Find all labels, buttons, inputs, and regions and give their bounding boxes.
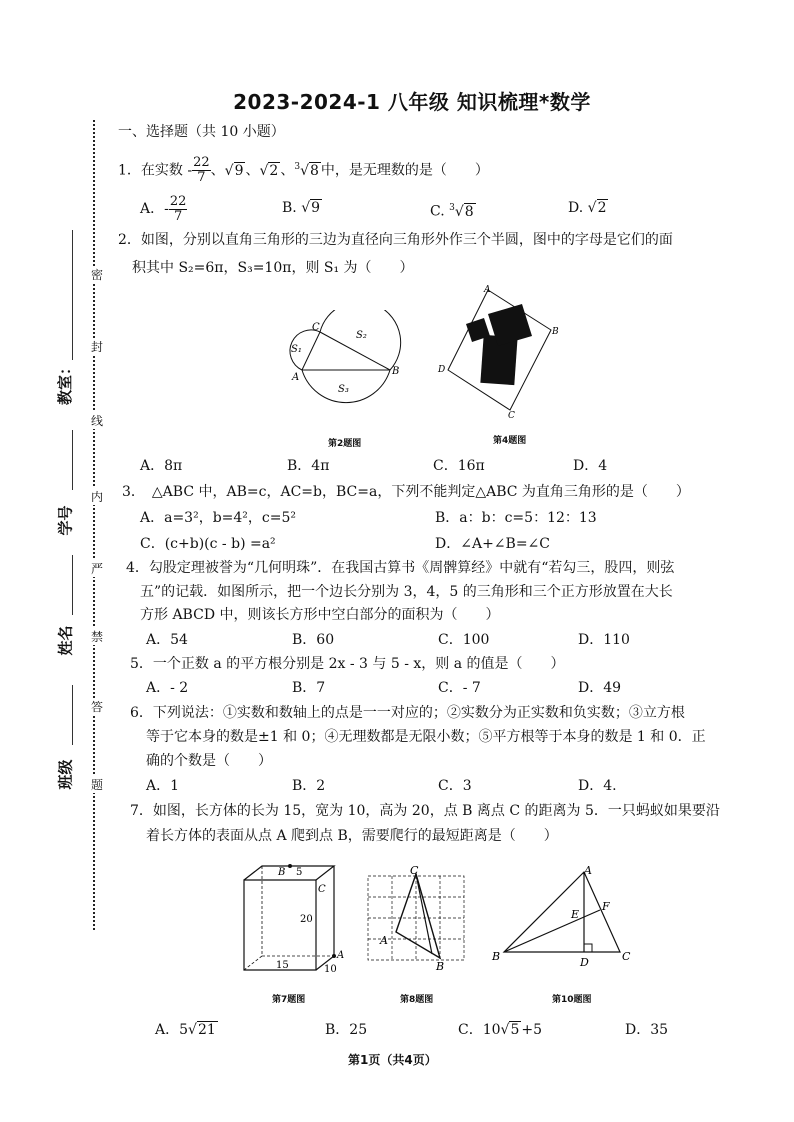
figure-2-semicircles <box>280 310 410 440</box>
figure-7-cuboid <box>236 860 356 980</box>
q7-option-c[interactable]: C．10√5 +5 <box>458 1022 543 1038</box>
q7-option-b[interactable]: B．25 <box>325 1022 368 1038</box>
q6-option-b[interactable]: B．2 <box>292 778 326 794</box>
fig8-label-a: A <box>380 934 388 947</box>
question-6-line1: 6．下列说法：①实数和数轴上的点是一一对应的；②实数分为正实数和负实数；③立方根 <box>130 705 685 721</box>
seal-char: 密 <box>90 268 103 282</box>
name-line-3 <box>72 555 73 615</box>
sqrt-9: √9 <box>224 162 244 179</box>
fig7-label-15: 15 <box>276 960 289 971</box>
q3-option-c[interactable]: C．(c+b)(c - b) =a² <box>140 536 276 552</box>
page-number: 第1页（共4页） <box>348 1053 437 1067</box>
question-2-line1: 2．如图，分别以直角三角形的三边为直径向三角形外作三个半圆，图中的字母是它们的面 <box>118 232 673 248</box>
student-id-label: 学号 <box>56 505 75 536</box>
q7-option-d[interactable]: D．35 <box>625 1022 669 1038</box>
q1-option-a[interactable]: A．- $\frac{22}{7}$ <box>140 193 187 224</box>
q6-option-d[interactable]: D．4. <box>578 778 617 794</box>
cbrt-8: √8 <box>300 162 319 179</box>
section-heading: 一、选择题（共 10 小题） <box>118 124 285 140</box>
fig10-label-c: C <box>622 950 631 963</box>
q1-option-b[interactable]: B. √9 <box>282 200 321 216</box>
fig7-label-c: C <box>318 884 326 895</box>
q2-option-c[interactable]: C．16π <box>433 458 485 474</box>
class-label: 班级 <box>56 759 75 790</box>
classroom-label: 教室： <box>56 359 75 406</box>
fig4-label-c: C <box>508 411 515 420</box>
student-name-label: 姓名 <box>56 625 75 656</box>
name-line-1 <box>72 230 73 360</box>
q5-option-b[interactable]: B．7 <box>292 680 326 696</box>
fig7-label-a: A <box>337 950 345 961</box>
question-1-stem: 1．在实数 - $\frac{22}{7}$ 、√9 、√2 、$^3$√8 中，是无理数的是（ ） <box>118 150 489 188</box>
fig4-label-b: B <box>552 327 559 337</box>
question-6-line3: 确的个数是（ ） <box>146 753 272 769</box>
fig2-label-a: A <box>292 372 300 383</box>
q3-option-d[interactable]: D．∠A+∠B=∠C <box>435 536 550 552</box>
fraction: $\frac{22}{7}$ <box>193 155 210 186</box>
q4-option-d[interactable]: D．110 <box>578 632 630 648</box>
fig2-label-b: B <box>392 366 400 377</box>
fig2-label-s1: S₁ <box>291 344 302 355</box>
question-3-stem: 3． △ABC 中，AB=c，AC=b，BC=a，下列不能判定△ABC 为直角三角形的是（ ） <box>122 484 690 500</box>
figure-7-caption: 第7题图 <box>272 995 306 1005</box>
q3-option-b[interactable]: B．a：b：c=5：12：13 <box>435 510 597 526</box>
fig2-label-s2: S₂ <box>356 330 367 341</box>
seal-char: 严 <box>90 562 103 576</box>
q7-option-a[interactable]: A．5√21 <box>155 1022 216 1038</box>
figure-8-caption: 第8题图 <box>400 995 434 1005</box>
fig7-label-5: 5 <box>296 867 303 878</box>
q4-option-c[interactable]: C．100 <box>438 632 490 648</box>
seal-char: 内 <box>90 490 103 504</box>
question-4-line3: 方形 ABCD 中，则该长方形中空白部分的面积为（ ） <box>140 607 500 623</box>
seal-char: 题 <box>90 778 103 792</box>
q2-option-b[interactable]: B．4π <box>287 458 330 474</box>
q2-option-a[interactable]: A．8π <box>140 458 183 474</box>
question-4-line2: 五”的记载．如图所示，把一个边长分别为 3，4，5 的三角形和三个正方形放置在大长 <box>140 584 673 600</box>
q4-option-a[interactable]: A．54 <box>146 632 188 648</box>
figure-10-triangle <box>488 864 638 974</box>
fig10-label-d: D <box>580 956 589 969</box>
fig4-label-a: A <box>484 285 491 295</box>
fig10-label-f: F <box>602 900 610 913</box>
fig2-label-s3: S₃ <box>338 384 349 395</box>
page-title: 2023-2024-1 八年级 知识梳理*数学 <box>233 90 591 114</box>
question-7-line1: 7．如图，长方体的长为 15，宽为 10，高为 20，点 B 离点 C 的距离为 5．一只蚂蚁如果要沿 <box>130 803 720 819</box>
q6-option-a[interactable]: A．1 <box>146 778 180 794</box>
figure-10-caption: 第10题图 <box>552 995 592 1005</box>
question-7-line2: 着长方体的表面从点 A 爬到点 B，需要爬行的最短距离是（ ） <box>146 828 558 844</box>
fig7-label-20: 20 <box>300 914 313 925</box>
figure-4-rectangle-squares <box>436 284 566 420</box>
sqrt-2: √2 <box>259 162 279 179</box>
question-6-line2: 等于它本身的数是±1 和 0；④无理数都是无限小数；⑤平方根等于本身的数是 1 和 0．正 <box>146 729 706 745</box>
fig10-label-a: A <box>584 864 592 877</box>
q1-option-d[interactable]: D. √2 <box>568 200 607 216</box>
seal-char: 答 <box>90 700 103 714</box>
figure-4-caption: 第4题图 <box>493 436 527 446</box>
q6-option-c[interactable]: C．3 <box>438 778 472 794</box>
q1-option-c[interactable]: C. $^3$√8 <box>430 203 474 220</box>
fig4-label-d: D <box>438 365 446 375</box>
q5-option-c[interactable]: C．- 7 <box>438 680 481 696</box>
figure-8-grid-triangle <box>362 864 472 976</box>
name-line-4 <box>72 685 73 745</box>
fig10-label-b: B <box>492 950 501 963</box>
fig8-label-c: C <box>410 864 419 877</box>
q4-option-b[interactable]: B．60 <box>292 632 335 648</box>
figure-2-caption: 第2题图 <box>328 439 362 449</box>
fig7-label-10: 10 <box>324 964 337 975</box>
seal-char: 线 <box>90 414 103 428</box>
fig8-label-b: B <box>436 960 445 973</box>
q3-option-a[interactable]: A．a=3²，b=4²，c=5² <box>140 510 297 526</box>
fig10-label-e: E <box>571 908 580 921</box>
seal-char: 封 <box>90 340 103 354</box>
question-4-line1: 4．勾股定理被誉为“几何明珠”．在我国古算书《周髀算经》中就有“若勾三，股四，则弦 <box>126 560 675 576</box>
question-2-line2: 积其中 S₂=6π，S₃=10π，则 S₁ 为（ ） <box>132 260 414 276</box>
fig7-label-b: B <box>278 867 286 878</box>
binding-dotted-line <box>93 120 95 930</box>
q5-option-a[interactable]: A．- 2 <box>146 680 189 696</box>
question-5-stem: 5．一个正数 a 的平方根分别是 2x - 3 与 5 - x，则 a 的值是（ ） <box>130 656 565 672</box>
name-line-2 <box>72 430 73 490</box>
fig2-label-c: C <box>312 322 320 333</box>
q5-option-d[interactable]: D．49 <box>578 680 622 696</box>
q2-option-d[interactable]: D．4 <box>573 458 608 474</box>
seal-char: 禁 <box>90 630 103 644</box>
